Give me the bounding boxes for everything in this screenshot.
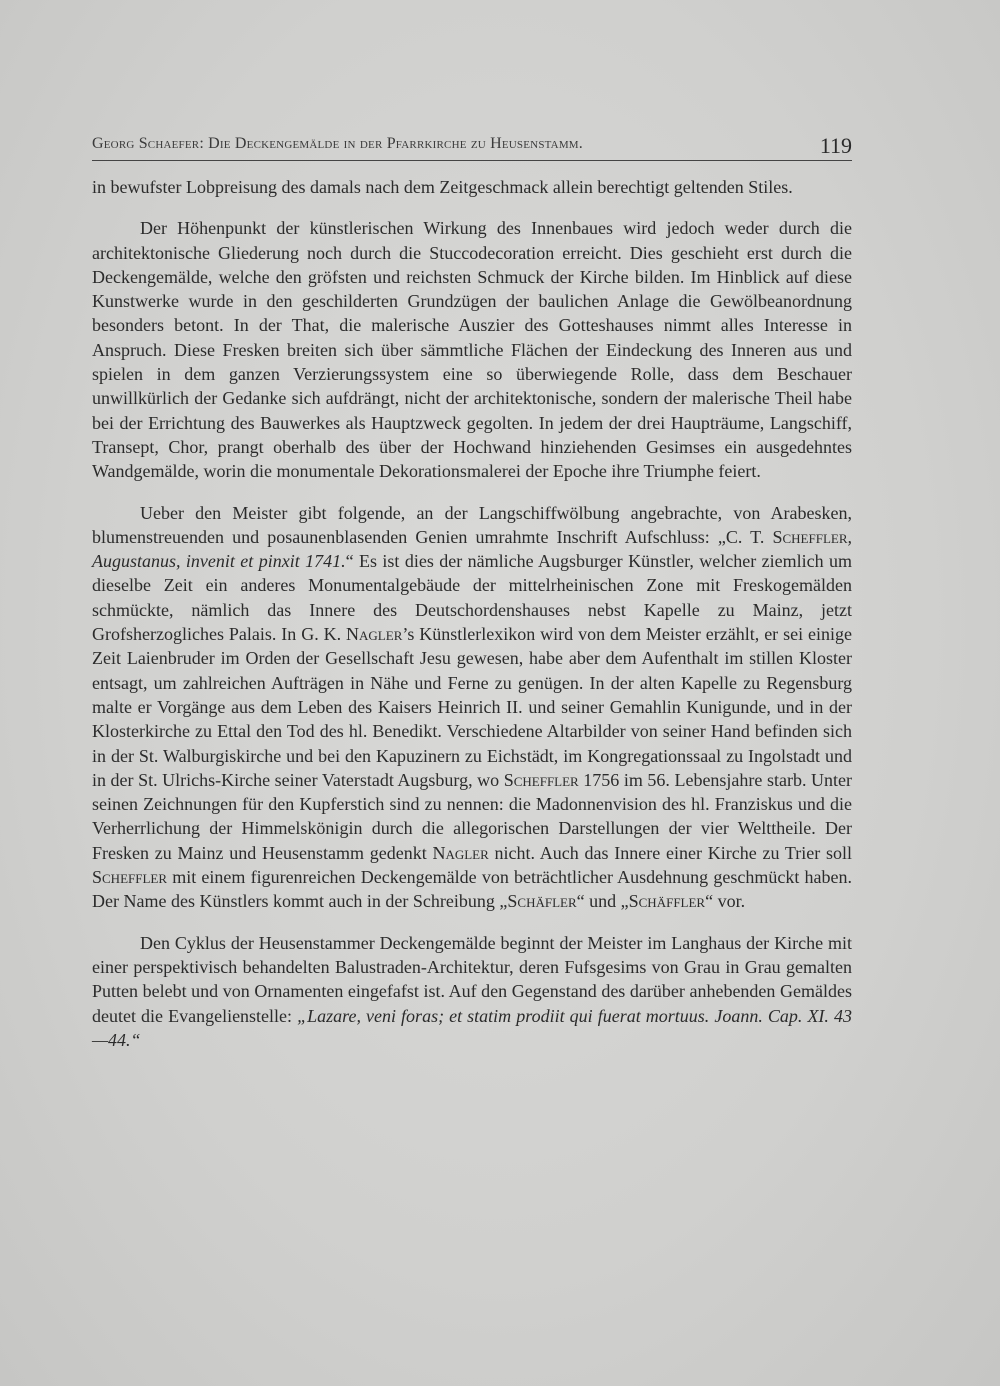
paragraph-3-part-g: “ und „ bbox=[576, 891, 629, 912]
running-head: Georg Schaefer: Die Deckengemälde in der Pfarrkirche zu Heusenstamm. bbox=[92, 135, 583, 152]
inscription-latin: , Augustanus, invenit et pinxit 1741. bbox=[92, 526, 852, 572]
artist-name-schaefler: Schäfler bbox=[507, 891, 577, 912]
paragraph-3-part-f: mit einem figurenreichen Deckengemälde von beträchtlicher Ausdehnung geschmückt haben. Der Name des Künstlers kommt auch in der Schreibung „ bbox=[92, 867, 852, 912]
paragraph-3-part-e: nicht. Auch das Innere einer Kirche zu Trier soll bbox=[488, 842, 853, 863]
page-number: 119 bbox=[819, 133, 852, 158]
paragraph-3-part-d: 1756 im 56. Lebensjahre starb. Unter seinen Zeichnungen für den Kupferstich sind zu nennen: die Madonnenvision des hl. Franziskus und die Verherrlichung der Himmelskönigin durch die allegorischen Darstellungen der vier Welttheile. Der Fresken zu Mainz und Heusenstamm gedenkt bbox=[92, 769, 852, 863]
paragraph-1: in bewufster Lobpreisung des damals nach dem Zeitgeschmack allein berechtigt geltenden Stiles. bbox=[92, 177, 793, 197]
paragraph-3 bbox=[92, 501, 852, 914]
paragraph-4-part-a: Den Cyklus der Heusenstammer Deckengemälde beginnt der Meister im Langhaus der Kirche mit einer perspektivisch behandelten Balustraden-Architektur, deren Fufsgesims von Grau in Grau gemalten Putten belebt und von Ornamenten eingefafst ist. Auf den Gegenstand des darüber anhebenden Gemäldes deutet die Evangelienstelle: bbox=[92, 932, 852, 1026]
artist-name-scheffler: Scheffler bbox=[503, 769, 579, 790]
paragraph-3-part-a: Ueber den Meister gibt folgende, an der Langschiffwölbung angebrachte, von Arabesken, blumenstreuenden und posaunenblasenden Genien umrahmte Inschrift Aufschluss: „C. T. bbox=[92, 502, 852, 547]
gospel-quote: „Lazare, veni foras; et statim prodiit qui fuerat mortuus. Joann. Cap. XI. 43—44.“ bbox=[92, 1005, 852, 1050]
artist-name-scheffler: Scheffler bbox=[92, 867, 168, 888]
paragraph-3-part-b: “ Es ist dies der nämliche Augsburger Künstler, welcher ziemlich um dieselbe Zeit ein anderes Monumentalgebäude der mittelrheinischen Zone mit Freskogemälden schmückte, nämlich das Innere des Deutschordenshauses nebst Kapelle zu Mainz, jetzt Grofsherzogliches Palais. In G. K. bbox=[92, 551, 852, 645]
body-text bbox=[92, 175, 852, 1052]
artist-name-schaeffler: Schäffler bbox=[628, 891, 706, 912]
author-name-nagler: Nagler bbox=[346, 624, 403, 645]
paragraph-4 bbox=[92, 931, 852, 1052]
author-name-nagler: Nagler bbox=[432, 842, 489, 863]
header-rule bbox=[92, 160, 852, 161]
paragraph-3-part-c: ’s Künstlerlexikon wird von dem Meister erzählt, er sei einige Zeit Laienbruder im Orden der Gesellschaft Jesu gewesen, habe aber dem Aufenthalt im stillen Kloster entsagt, um zahlreichen Aufträgen in Nähe und Ferne zu genügen. In der alten Kapelle zu Regensburg malte er Vorgänge aus dem Leben des Kaisers Heinrich II. und seiner Gemahlin Kunigunde, und in der Klosterkirche zu Ettal den Tod des hl. Benedikt. Verschiedene Altarbilder von seiner Hand befinden sich in der St. Walburgiskirche und bei den Kapuzinern zu Eichstädt, im Kongregationssaal zu Ingolstadt und in der St. Ulrichs-Kirche seiner Vaterstadt Augsburg, wo bbox=[92, 624, 852, 790]
paragraph-2: Der Höhenpunkt der künstlerischen Wirkung des Innenbaues wird jedoch weder durch die architektonische Gliederung noch durch die Stuccodecoration erreicht. Dies geschieht erst durch die Deckengemälde, welche den gröfsten und reichsten Schmuck der Kirche bilden. Im Hinblick auf diese Kunstwerke wurde in den geschilderten Grundzügen der baulichen Anlage die Gewölbeanordnung besonders betont. In der That, die malerische Auszier des Gotteshauses nimmt alles Interesse in Anspruch. Diese Fresken breiten sich über sämmtliche Flächen der Eindeckung des Inneren aus und spielen in dem ganzen Verzierungssystem eine so überwiegende Rolle, dass dem Beschauer unwillkürlich der Gedanke sich aufdrängt, nicht der architektonische, sondern der malerische Theil habe bei der Errichtung des Bauwerkes als Hauptzweck gegolten. In jedem der drei Haupträume, Langschiff, Transept, Chor, prangt oberhalb des über der Hochwand hinziehenden Gesimses ein ausgedehntes Wandgemälde, worin die monumentale Dekorationsmalerei der Epoche ihre Triumphe feiert. bbox=[92, 218, 852, 482]
paragraph-3-part-h: “ vor. bbox=[705, 891, 746, 912]
artist-name-scheffler: Scheffler bbox=[772, 526, 848, 547]
